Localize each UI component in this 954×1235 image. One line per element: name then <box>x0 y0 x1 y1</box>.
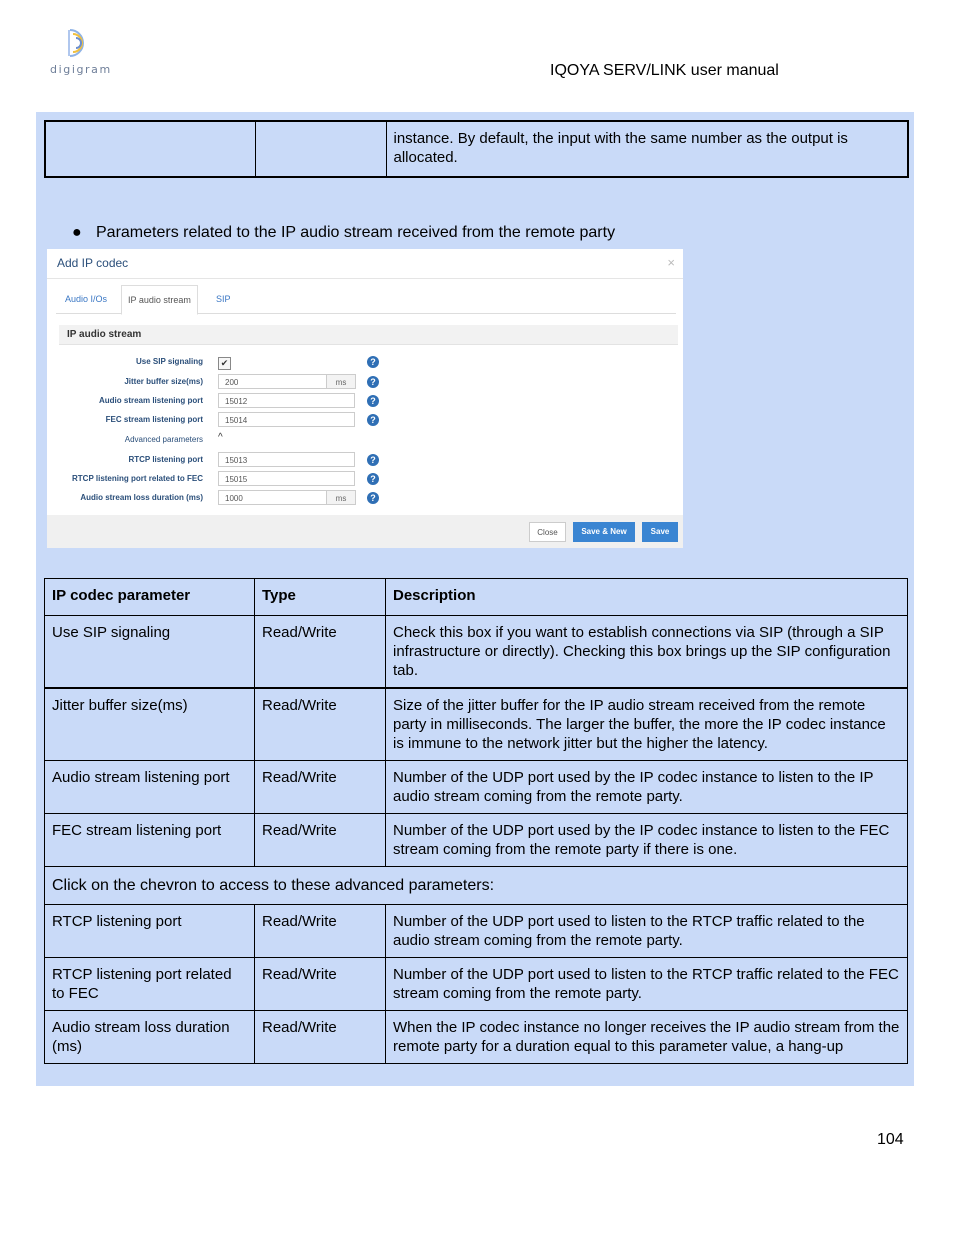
table-row <box>45 958 908 1011</box>
help-icon[interactable]: ? <box>367 414 379 426</box>
field-row-loss-duration <box>47 489 683 507</box>
field-row-rtcp-port <box>47 451 683 469</box>
field-row-audio-port <box>47 392 683 410</box>
table-cell: RTCP listening port related to FEC <box>45 958 255 1011</box>
table-row <box>45 761 908 814</box>
table-cell: Use SIP signaling <box>45 616 255 689</box>
field-row-fec-port <box>47 411 683 429</box>
field-row-jitter <box>47 373 683 391</box>
field-row-use-sip <box>47 353 683 371</box>
dialog-titlebar <box>47 249 683 279</box>
logo-text: digigram <box>50 63 112 76</box>
bullet-item <box>72 224 615 242</box>
span-note: Click on the chevron to access to these advanced parameters: <box>45 867 908 905</box>
column-header: Type <box>255 579 386 616</box>
continuation-table <box>44 120 909 178</box>
unit-addon: ms <box>326 374 356 389</box>
help-icon[interactable]: ? <box>367 454 379 466</box>
close-icon[interactable]: × <box>667 255 675 270</box>
table-cell: Read/Write <box>255 761 386 814</box>
field-label: Advanced parameters <box>124 435 203 444</box>
table-cell: RTCP listening port <box>45 905 255 958</box>
table-cell: Read/Write <box>255 1011 386 1064</box>
bullet-dot-icon: ● <box>72 224 82 241</box>
dialog-title: Add IP codec <box>57 256 129 270</box>
help-icon[interactable]: ? <box>367 492 379 504</box>
field-label: Audio stream listening port <box>98 396 203 405</box>
field-label: Use SIP signaling <box>136 357 203 366</box>
field-label: Audio stream loss duration (ms) <box>80 493 203 502</box>
table-cell: When the IP codec instance no longer receives the IP audio stream from the remote party for a duration equal to this parameter value, a hang-up <box>386 1011 908 1064</box>
table-span-row <box>45 867 908 905</box>
table-cell: Audio stream loss duration (ms) <box>45 1011 255 1064</box>
use-sip-checkbox[interactable]: ✔ <box>218 357 231 370</box>
table-cell: Number of the UDP port used by the IP codec instance to listen to the FEC stream coming from the remote party if there is one. <box>386 814 908 867</box>
audio-port-input[interactable]: 15012 <box>218 393 355 408</box>
loss-duration-input[interactable]: 1000 <box>218 490 327 505</box>
table-row <box>45 616 908 689</box>
field-label: RTCP listening port <box>128 455 203 464</box>
close-button[interactable]: Close <box>529 522 566 542</box>
table-cell <box>255 121 386 177</box>
help-icon[interactable]: ? <box>367 356 379 368</box>
table-row <box>45 688 908 761</box>
dialog-tabs <box>56 285 676 314</box>
tab-ip-audio-stream[interactable]: IP audio stream <box>121 285 198 315</box>
chevron-up-icon[interactable]: ^ <box>218 432 223 443</box>
help-icon[interactable]: ? <box>367 376 379 388</box>
digigram-logo <box>50 26 120 78</box>
table-cell: Read/Write <box>255 958 386 1011</box>
jitter-buffer-input[interactable]: 200 <box>218 374 327 389</box>
table-cell: Read/Write <box>255 905 386 958</box>
table-row <box>45 1011 908 1064</box>
add-ip-codec-dialog <box>47 249 683 548</box>
table-cell: Jitter buffer size(ms) <box>45 688 255 761</box>
table-row <box>45 905 908 958</box>
column-header: Description <box>386 579 908 616</box>
table-cell <box>45 121 255 177</box>
table-cell: Size of the jitter buffer for the IP audio stream received from the remote party in milliseconds. The larger the buffer, the more the IP codec instance is immune to the network jitter but the higher the latency. <box>386 688 908 761</box>
table-cell: Audio stream listening port <box>45 761 255 814</box>
rtcp-port-input[interactable]: 15013 <box>218 452 355 467</box>
table-cell: Number of the UDP port used by the IP codec instance to listen to the IP audio stream coming from the remote party. <box>386 761 908 814</box>
bullet-text: Parameters related to the IP audio stream received from the remote party <box>96 224 616 241</box>
unit-addon: ms <box>326 490 356 505</box>
logo-mark-icon <box>64 26 98 60</box>
document-title: IQOYA SERV/LINK user manual <box>550 62 779 79</box>
rtcp-fec-port-input[interactable]: 15015 <box>218 471 355 486</box>
table-cell: instance. By default, the input with the same number as the output is allocated. <box>386 121 908 177</box>
table-cell: Read/Write <box>255 814 386 867</box>
field-label: Jitter buffer size(ms) <box>124 377 203 386</box>
field-row-advanced <box>47 431 683 449</box>
help-icon[interactable]: ? <box>367 395 379 407</box>
field-row-rtcp-fec-port <box>47 470 683 488</box>
table-cell: Number of the UDP port used to listen to the RTCP traffic related to the audio stream coming from the remote party. <box>386 905 908 958</box>
save-and-new-button[interactable]: Save & New <box>573 522 635 542</box>
table-cell: FEC stream listening port <box>45 814 255 867</box>
column-header: IP codec parameter <box>45 579 255 616</box>
fec-port-input[interactable]: 15014 <box>218 412 355 427</box>
parameter-table <box>44 578 908 1064</box>
table-header-row <box>45 579 908 616</box>
tab-sip[interactable]: SIP <box>216 294 231 304</box>
field-label: RTCP listening port related to FEC <box>72 474 203 483</box>
help-icon[interactable]: ? <box>367 473 379 485</box>
table-cell: Read/Write <box>255 616 386 689</box>
tab-audio-ios[interactable]: Audio I/Os <box>65 294 108 304</box>
table-cell: Number of the UDP port used to listen to the RTCP traffic related to the FEC stream coming from the remote party. <box>386 958 908 1011</box>
field-label: FEC stream listening port <box>105 415 203 424</box>
save-button[interactable]: Save <box>642 522 678 542</box>
page-number: 104 <box>877 1131 904 1148</box>
table-row <box>45 814 908 867</box>
table-cell: Read/Write <box>255 688 386 761</box>
table-row <box>45 121 908 177</box>
section-title: IP audio stream <box>59 325 678 345</box>
table-cell: Check this box if you want to establish connections via SIP (through a SIP infrastructure or directly). Checking this box brings up the SIP configuration tab. <box>386 616 908 689</box>
